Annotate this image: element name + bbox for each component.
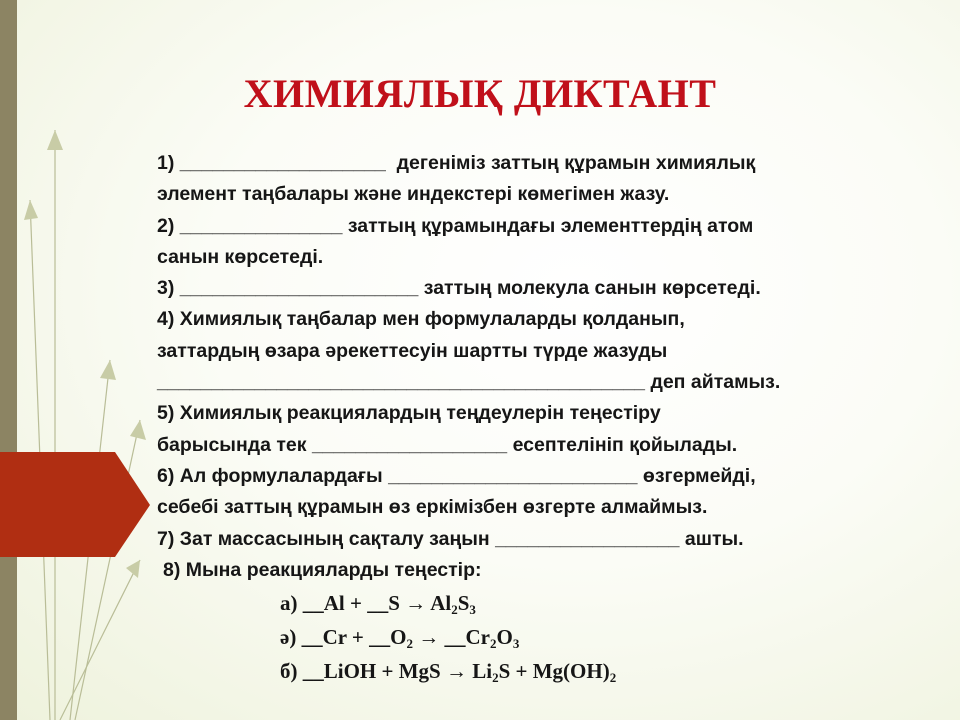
text-line: 7) Зат массасының сақталу заңын _________________ ашты. [157,527,744,550]
dictation-text [157,148,917,688]
text-line: барысында тек __________________ есептелініп қойылады. [157,433,738,456]
text-line: 2) _______________ заттың құрамындағы элементтердің атом [157,214,754,237]
red-arrow-icon [0,452,150,557]
text-line: 5) Химиялық реакциялардың теңдеулерін теңестіру [157,402,661,425]
reaction-a: а) __Al + __S → $Al_2S_3$ [280,591,476,618]
text-line: 6) Ал формулалардағы _______________________ өзгермейді, [157,464,756,487]
page-title: ХИМИЯЛЫҚ ДИКТАНТ [243,71,717,116]
text-line: себебі заттың құрамын өз еркімізбен өзгерте алмаймыз. [157,496,708,519]
text-line: 8) Мына реакцияларды теңестір: [163,558,482,581]
text-line: санын көрсетеді. [157,245,324,268]
reaction-b: ә) __Cr + $\_\_O_2$ → $\_\_Cr_2O_3$ [280,625,520,652]
text-line: 4) Химиялық таңбалар мен формулаларды қолданып, [157,308,685,331]
text-line: 1) ___________________ дегеніміз заттың құрамын химиялық [157,152,756,174]
text-line: 3) ______________________ заттың молекула санын көрсетеді. [157,277,761,300]
reaction-c: б) __LiOH + MgS → $Li_2S + Mg(OH)_2$ [280,659,617,686]
text-line: заттардың өзара әрекеттесуін шартты түрде жазуды [157,339,668,362]
text-line: _____________________________________________ деп айтамыз. [157,371,781,394]
text-line: элемент таңбалары және индекстері көмегімен жазу. [157,183,670,206]
